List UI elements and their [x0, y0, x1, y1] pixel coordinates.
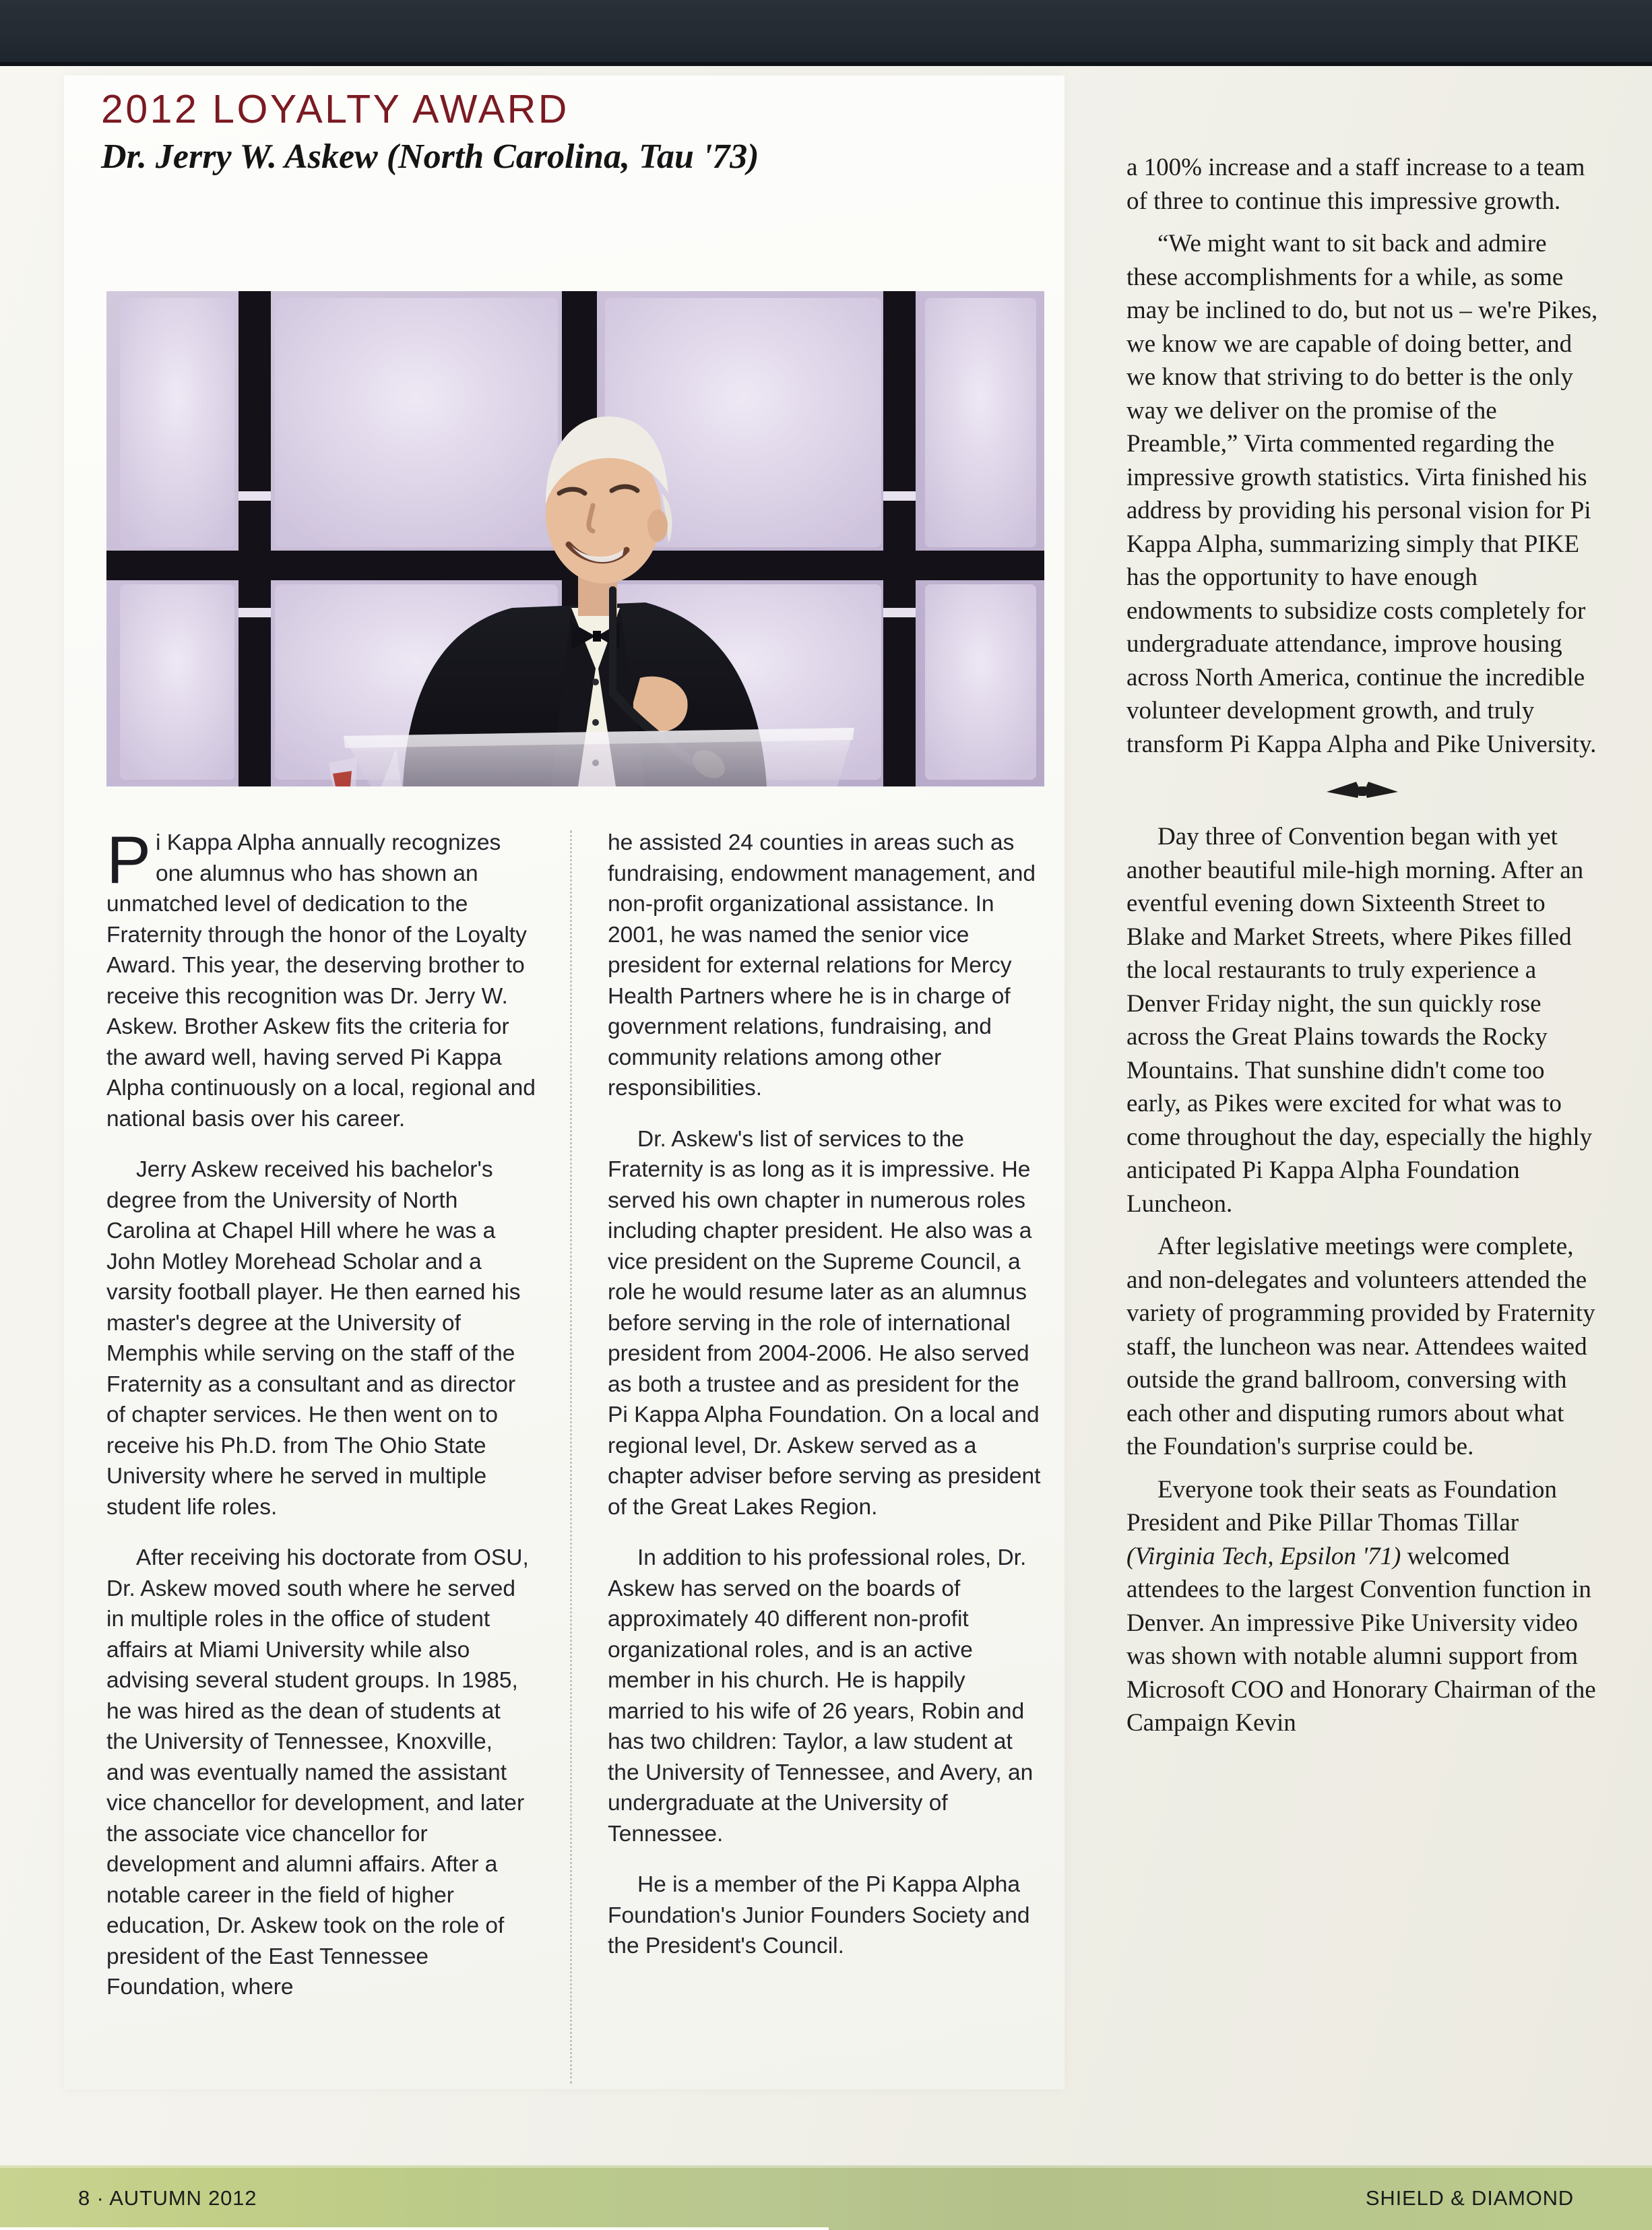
photo-artwork	[106, 291, 1044, 786]
paragraph: Jerry Askew received his bachelor's degree from the University of North Carolina at Chapel Hill where he was a John Motley Morehead Scholar and a varsity football player. He then earned his master's degree at the University of Memphis while serving on the staff of the Fraternity as a consultant and as director of chapter services. He then went on to receive his Ph.D. from The Ohio State University where he served in multiple student life roles.	[106, 1157, 521, 1520]
paragraph: Day three of Convention began with yet another beautiful mile-high morning. After an eventful evening down Sixteenth Street to Blake and Market Streets, where Pikes filled the local restaurants to truly experience a Denver Friday night, the sun quickly rose across the Great Plains towards the Rocky Mountains. That sunshine didn't come too early, as Pikes were excited for what was to come throughout the day, especially the highly anticipated Pi Kappa Alpha Foundation Luncheon.	[1126, 823, 1593, 1218]
paragraph-text: i Kappa Alpha annually recognizes one alumnus who has shown an unmatched level of dedication to the Fraternity through the honor of the Loyalty Award. This year, the deserving brother to receive this recognition was Dr. Jerry W. Askew. Brother Askew fits the criteria for the award well, having served Pi Kappa Alpha continuously on a local, regional and national basis over his career.	[106, 830, 536, 1132]
paragraph-text-a: Everyone took their seats as Foundation President and Pike Pillar Thomas Tillar	[1126, 1475, 1557, 1537]
paragraph: He is a member of the Pi Kappa Alpha Foundation's Junior Founders Society and the President's Council.	[608, 1872, 1030, 1958]
bowtie-ornament-icon	[1126, 776, 1598, 803]
publication-name: SHIELD & DIAMOND	[1365, 2186, 1574, 2210]
article-header	[101, 89, 1044, 176]
paragraph: In addition to his professional roles, Dr. Askew has served on the boards of approximately 40 different non-profit organizational roles, and is an active member in his church. He is happily married to his wife of 26 years, Robin and has two children: Taylor, a law student at the University of Tennessee, and Avery, an undergraduate at the University of Tennessee.	[608, 1545, 1034, 1847]
paragraph	[1126, 1473, 1598, 1740]
paragraph-text-b: welcomed attendees to the largest Convention function in Denver. An impressive Pike University video was shown with notable alumni support from Microsoft COO and Honorary Chairman of the Campaign Kevin	[1126, 1542, 1596, 1737]
paragraph: After legislative meetings were complete, and non-delegates and volunteers attended the variety of programming provided by Fraternity staff, the luncheon was near. Attendees waited outside the grand ballroom, conversing with each other and disputing rumors about what the Foundation's surprise could be.	[1126, 1233, 1595, 1460]
body-column-1	[106, 822, 536, 2023]
award-recipient-photo	[106, 291, 1044, 786]
paragraph: “We might want to sit back and admire these accomplishments for a while, as some may be inclined to do, but not us – we're Pikes, we know we are capable of doing better, and we know that striving to do better is the only way we deliver on the promise of the Preamble,” Virta commented regarding the impressive growth statistics. Virta finished his address by providing his personal vision for Pi Kappa Alpha, summarizing simply that PIKE has the opportunity to have enough endowments to subsidize costs completely for undergraduate attendance, improve housing across North America, continue the incredible volunteer development growth, and truly transform Pi Kappa Alpha and Pike University.	[1126, 230, 1598, 758]
column-divider-rule	[570, 830, 572, 2084]
article-subtitle: Dr. Jerry W. Askew (North Carolina, Tau '73)	[101, 137, 759, 176]
body-column-3	[1126, 151, 1598, 1749]
paragraph: he assisted 24 counties in areas such as fundraising, endowment management, and non-profit organizational assistance. In 2001, he was named the senior vice president for external relations for Mercy Health Partners where he is in charge of government relations, fundraising, and community relations among other responsibilities.	[608, 830, 1036, 1101]
body-column-2	[608, 828, 1044, 1982]
paragraph: After receiving his doctorate from OSU, Dr. Askew moved south where he served in multiple roles in the office of student affairs at Miami University while also advising several student groups. In 1985, he was hired as the dean of students at the University of Tennessee, Knoxville, and was eventually named the assistant vice chancellor for development, and later the associate vice chancellor for development and alumni affairs. After a notable career in the field of higher education, Dr. Askew took on the role of president of the East Tennessee Foundation, where	[106, 1545, 529, 2000]
paragraph: Dr. Askew's list of services to the Fraternity is as long as it is impressive. He served his own chapter in numerous roles including chapter president. He also was a vice president on the Supreme Council, a role he would resume later as an alumnus before serving in the role of international president from 2004-2006. He also served as both a trustee and as president for the Pi Kappa Alpha Foundation. On a local and regional level, Dr. Askew served as a chapter adviser before serving as president of the Great Lakes Region.	[608, 1126, 1041, 1520]
chapter-attribution: (Virginia Tech, Epsilon '71)	[1126, 1542, 1401, 1570]
page-title: 2012 LOYALTY AWARD	[101, 87, 569, 131]
paragraph: a 100% increase and a staff increase to a team of three to continue this impressive growth.	[1126, 154, 1585, 215]
footer-scan-notch	[0, 2227, 829, 2230]
drop-cap: P	[106, 822, 152, 897]
paragraph	[106, 822, 536, 1134]
scanner-edge-band	[0, 0, 1652, 66]
page-number-and-issue: 8 · AUTUMN 2012	[78, 2186, 257, 2210]
